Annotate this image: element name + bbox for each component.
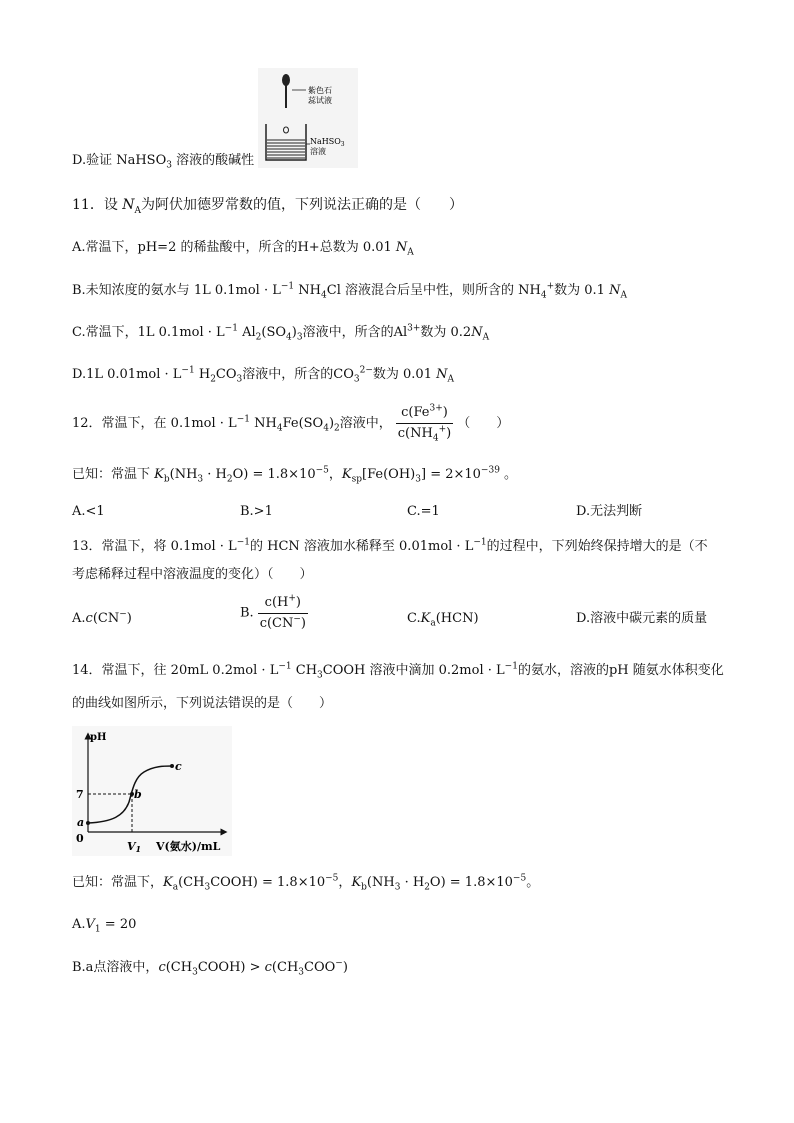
indicator-label-1: 紫色石 <box>308 86 332 95</box>
point-c <box>170 764 174 768</box>
q11-option-d: D.1L $0.01mol \cdot L^{-1}$ $H_2CO_3$溶液中，所含的$CO_3^{2-}$数为 0.01 $N_A$ <box>72 365 454 385</box>
q12-option-c: C.=1 <box>407 504 440 519</box>
q11-option-a: A.常温下，pH=2 的稀盐酸中，所含的H+总数为 0.01 $N_A$ <box>72 240 414 258</box>
q11-stem: 11．设 $N_A$为阿伏加德罗常数的值，下列说法正确的是（ ） <box>72 197 464 216</box>
q13-option-b: B. $\frac{c(H^+)}{c(CN^-)}$ <box>240 593 306 631</box>
q14-stem-line1: 14．常温下，往 20mL $0.2mol \cdot L^{-1}$ $CH_3COOH$ 溶液中滴加 $0.2mol \cdot L^{-1}$的氨水，溶液的pH 随氨水体积变化 <box>72 661 724 681</box>
q12-ratio-fraction: $\frac{c(Fe^{3+})}{c(NH_4^+)}$ <box>397 403 452 444</box>
indicator-label-2: 蕊试液 <box>308 96 332 105</box>
point-b-label: b <box>134 788 142 801</box>
q13-stem-line2: 考虑稀释过程中溶液温度的变化）（ ） <box>72 567 313 582</box>
q11-option-c: C.常温下，1L $0.1mol \cdot L^{-1}$ $Al_2(SO_4)_3$溶液中，所含的$Al^{3+}$数为 $0.2N_A$ <box>72 323 490 343</box>
point-c-label: c <box>175 760 182 773</box>
q12-known: 已知：常温下 $K_b(NH_3 \cdot H_2O) = 1.8\times 10^{-5}$，$K_{sp}[Fe(OH)_3] = 2\times 10^{-39}$ 。 <box>72 465 518 485</box>
q13-option-d: D.溶液中碳元素的质量 <box>576 611 708 626</box>
q13-stem-line1: 13．常温下，将 $0.1mol \cdot L^{-1}$的 HCN 溶液加水稀释至 $0.01mol \cdot L^{-1}$的过程中，下列始终保持增大的是（不 <box>72 537 708 554</box>
ph-curve-graph <box>72 726 232 856</box>
q14-option-a: $A.V_1 = 20$ <box>72 917 137 935</box>
solution-label-1: NaHSO$_3$ <box>310 137 345 148</box>
q12-option-a: A.<1 <box>72 504 105 519</box>
x-tick-v1: V1 <box>127 840 142 854</box>
q11-option-b: B.未知浓度的氨水与 1L $0.1mol \cdot L^{-1}$ $NH_4Cl$ 溶液混合后呈中性，则所含的 $NH_4^+$数为 0.1 $N_A$ <box>72 281 627 301</box>
q12-option-b: B.>1 <box>240 504 273 519</box>
q10-option-d: D.验证 NaHSO$_3$ 溶液的酸碱性 <box>72 153 255 171</box>
q13-option-c: $C.K_a(HCN)$ <box>407 611 479 629</box>
point-a <box>86 821 90 825</box>
q12-stem: 12．常温下，在 $0.1mol \cdot L^{-1}$ $NH_4Fe(SO_4)_2$溶液中， $\frac{c(Fe^{3+})}{c(NH_4^+)}$ （ ） <box>72 403 510 444</box>
y-axis-label: pH <box>90 732 107 743</box>
point-a-label: a <box>77 816 85 829</box>
q13-b-fraction: $\frac{c(H^+)}{c(CN^-)}$ <box>259 593 306 631</box>
x-axis-label: V(氨水)/mL <box>156 840 221 853</box>
q13-option-a: A.c(CN−) <box>72 609 132 626</box>
q12-option-d: D.无法判断 <box>576 504 643 519</box>
q14-option-b: B.a点溶液中，$c(CH_3COOH) > c(CH_3COO^-)$ <box>72 958 348 978</box>
titration-apparatus-figure <box>258 68 358 168</box>
solution-label-2: 溶液 <box>310 147 326 156</box>
q14-stem-line2: 的曲线如图所示，下列说法错误的是（ ） <box>72 696 333 711</box>
q14-known: 已知：常温下，$K_a(CH_3COOH) = 1.8\times 10^{-5}$，$K_b(NH_3 \cdot H_2O) = 1.8\times 10^{-5}$。 <box>72 873 540 893</box>
y-tick-7: 7 <box>76 788 84 801</box>
origin-label: 0 <box>76 832 84 845</box>
